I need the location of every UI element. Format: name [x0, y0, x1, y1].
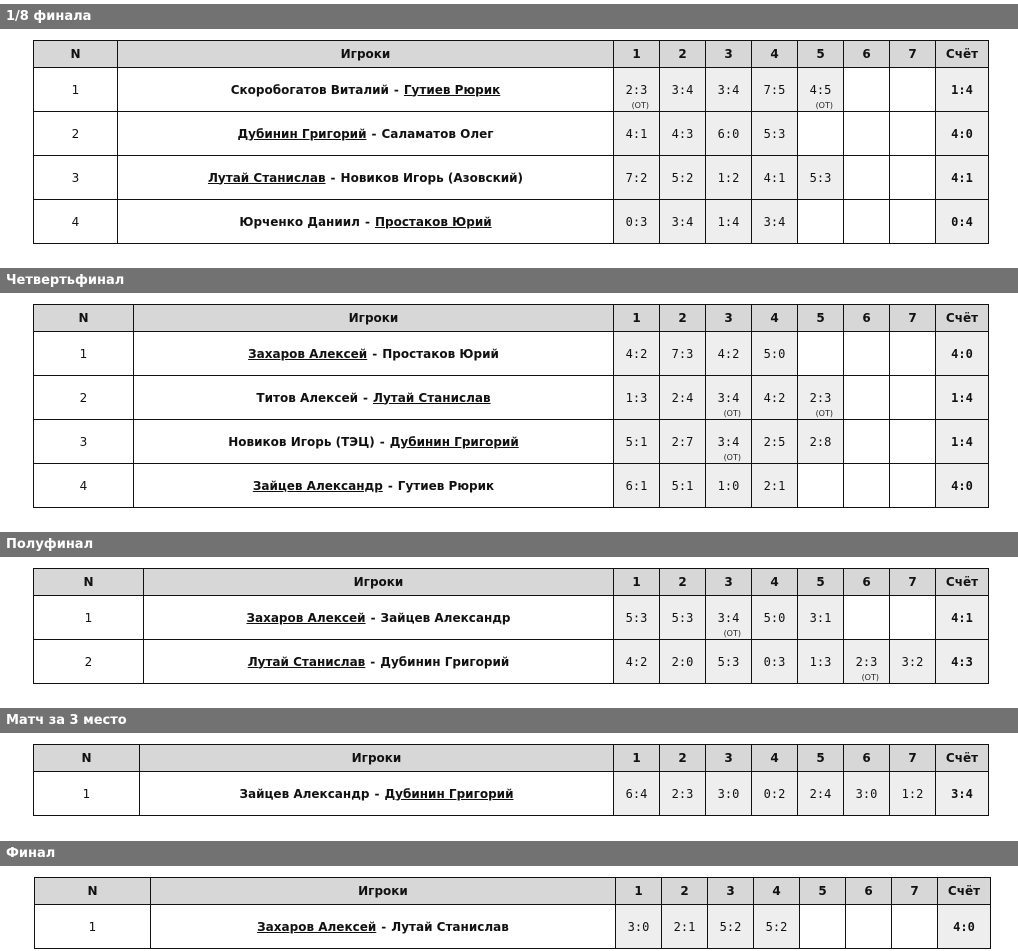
player-name: Саламатов Олег	[381, 126, 494, 141]
set-score	[844, 772, 890, 816]
match-score: 4:3	[936, 640, 989, 684]
set-score	[752, 420, 798, 464]
set-score	[890, 596, 936, 640]
column-header-set: 5	[798, 41, 844, 68]
set-score	[798, 596, 844, 640]
set-score	[614, 376, 660, 420]
column-header-n: N	[34, 745, 140, 772]
column-header-set: 4	[752, 41, 798, 68]
overtime-note: (ОТ)	[723, 629, 741, 638]
set-score	[844, 332, 890, 376]
match-players	[134, 376, 614, 420]
column-header-set: 4	[752, 305, 798, 332]
set-score-value: 3:0	[855, 786, 878, 801]
column-header-set: 2	[660, 745, 706, 772]
set-score-value: 5:3	[625, 610, 648, 625]
match-score: 1:4	[936, 68, 989, 112]
column-header-set: 5	[798, 745, 844, 772]
match-players	[144, 596, 614, 640]
winner-player-link[interactable]: Лутай Станислав	[207, 170, 326, 185]
winner-player-link[interactable]: Захаров Алексей	[246, 610, 366, 625]
set-score-value: 6:1	[625, 478, 648, 493]
set-score-value: 5:1	[671, 478, 694, 493]
winner-player-link[interactable]: Захаров Алексей	[248, 346, 368, 361]
overtime-note: (ОТ)	[815, 409, 833, 418]
set-score	[844, 112, 890, 156]
column-header-set: 2	[660, 305, 706, 332]
set-score	[614, 772, 660, 816]
match-players	[118, 156, 614, 200]
set-score-value: 2:4	[671, 390, 694, 405]
column-header-set: 7	[890, 41, 936, 68]
set-score	[844, 464, 890, 508]
players-separator: -	[370, 654, 376, 669]
overtime-note: (ОТ)	[723, 409, 741, 418]
set-score-value: 6:4	[625, 786, 648, 801]
match-score: 4:1	[936, 596, 989, 640]
set-score-value: 4:2	[625, 654, 648, 669]
column-header-set: 1	[614, 41, 660, 68]
set-score	[706, 156, 752, 200]
set-score-value: 2:3	[671, 786, 694, 801]
table-row	[34, 420, 989, 464]
overtime-note: (ОТ)	[861, 673, 879, 682]
set-score	[660, 420, 706, 464]
match-players	[134, 420, 614, 464]
set-score-value: 2:0	[671, 654, 694, 669]
player-name: Дубинин Григорий	[380, 654, 510, 669]
set-score	[660, 332, 706, 376]
column-header-set: 3	[708, 878, 754, 905]
overtime-note: (ОТ)	[815, 101, 833, 110]
match-number: 4	[34, 464, 134, 508]
set-score	[706, 772, 752, 816]
winner-player-link[interactable]: Простаков Юрий	[374, 214, 492, 229]
column-header-set: 5	[798, 305, 844, 332]
set-score	[614, 156, 660, 200]
set-score	[752, 332, 798, 376]
column-header-set: 1	[614, 305, 660, 332]
set-score-value: 2:5	[763, 434, 786, 449]
set-score	[706, 376, 752, 420]
set-score	[660, 772, 706, 816]
set-score-value: 3:4	[717, 610, 740, 625]
column-header-players: Игроки	[134, 305, 614, 332]
set-score-value: 1:2	[901, 786, 924, 801]
set-score	[614, 200, 660, 244]
match-number: 3	[34, 420, 134, 464]
winner-player-link[interactable]: Захаров Алексей	[257, 919, 377, 934]
match-score: 4:0	[936, 464, 989, 508]
set-score	[798, 376, 844, 420]
set-score-value: 3:4	[717, 434, 740, 449]
player-name: Скоробогатов Виталий	[230, 82, 389, 97]
match-score: 4:0	[938, 905, 991, 949]
table-row	[34, 464, 989, 508]
set-score	[890, 68, 936, 112]
set-score	[844, 200, 890, 244]
column-header-score: Счёт	[936, 745, 989, 772]
set-score-value: 5:0	[763, 346, 786, 361]
match-players	[118, 112, 614, 156]
column-header-set: 3	[706, 569, 752, 596]
set-score	[890, 200, 936, 244]
column-header-set: 4	[752, 569, 798, 596]
column-header-set: 1	[614, 745, 660, 772]
set-score	[706, 200, 752, 244]
set-score-value: 3:4	[717, 82, 740, 97]
set-score-value: 3:0	[717, 786, 740, 801]
match-score: 0:4	[936, 200, 989, 244]
round-header: Четвертьфинал	[0, 268, 1018, 293]
winner-player-link[interactable]: Гутиев Рюрик	[403, 82, 501, 97]
set-score	[890, 332, 936, 376]
round-header: Финал	[0, 841, 1018, 866]
set-score	[844, 376, 890, 420]
set-score	[754, 905, 800, 949]
overtime-note: (ОТ)	[723, 453, 741, 462]
set-score	[614, 332, 660, 376]
set-score-value: 5:1	[625, 434, 648, 449]
column-header-set: 4	[754, 878, 800, 905]
set-score-value: 3:4	[717, 390, 740, 405]
set-score-value: 0:3	[625, 214, 648, 229]
column-header-set: 2	[662, 878, 708, 905]
set-score-value: 3:2	[901, 654, 924, 669]
set-score-value: 0:2	[763, 786, 786, 801]
column-header-set: 1	[616, 878, 662, 905]
set-score-value: 3:0	[627, 919, 650, 934]
set-score-value: 3:4	[671, 82, 694, 97]
column-header-n: N	[34, 305, 134, 332]
set-score	[890, 376, 936, 420]
table-row	[34, 332, 989, 376]
set-score	[706, 640, 752, 684]
match-number: 2	[34, 640, 144, 684]
set-score	[752, 200, 798, 244]
set-score-value: 2:3	[625, 82, 648, 97]
column-header-players: Игроки	[151, 878, 616, 905]
table-row	[34, 68, 989, 112]
match-number: 1	[35, 905, 151, 949]
set-score	[706, 420, 752, 464]
set-score	[752, 772, 798, 816]
set-score	[752, 640, 798, 684]
set-score	[660, 200, 706, 244]
match-players	[118, 68, 614, 112]
set-score	[706, 68, 752, 112]
set-score	[890, 464, 936, 508]
players-separator: -	[330, 170, 336, 185]
column-header-players: Игроки	[144, 569, 614, 596]
set-score	[798, 156, 844, 200]
column-header-set: 3	[706, 745, 752, 772]
players-separator: -	[372, 346, 378, 361]
results-table	[33, 304, 989, 508]
column-header-set: 2	[660, 569, 706, 596]
set-score-value: 2:7	[671, 434, 694, 449]
match-number: 4	[34, 200, 118, 244]
player-name: Новиков Игорь (ТЭЦ)	[228, 434, 375, 449]
match-score: 1:4	[936, 376, 989, 420]
match-number: 1	[34, 68, 118, 112]
column-header-n: N	[34, 569, 144, 596]
set-score-value: 4:5	[809, 82, 832, 97]
match-number: 1	[34, 772, 140, 816]
set-score	[890, 156, 936, 200]
set-score-value: 5:3	[671, 610, 694, 625]
set-score	[752, 112, 798, 156]
set-score-value: 1:3	[625, 390, 648, 405]
set-score-value: 4:3	[671, 126, 694, 141]
players-separator: -	[374, 786, 380, 801]
column-header-set: 1	[614, 569, 660, 596]
match-players	[134, 332, 614, 376]
set-score-value: 5:2	[765, 919, 788, 934]
winner-player-link[interactable]: Зайцев Александр	[252, 478, 383, 493]
match-number: 2	[34, 376, 134, 420]
table-header-row	[34, 305, 989, 332]
table-header-row	[34, 41, 989, 68]
set-score	[890, 420, 936, 464]
column-header-set: 3	[706, 41, 752, 68]
players-separator: -	[381, 919, 387, 934]
set-score	[660, 68, 706, 112]
set-score	[752, 596, 798, 640]
set-score	[890, 112, 936, 156]
table-row	[34, 596, 989, 640]
players-separator: -	[364, 214, 370, 229]
column-header-set: 7	[890, 745, 936, 772]
table-row	[34, 772, 989, 816]
players-separator: -	[393, 82, 399, 97]
table-row	[34, 112, 989, 156]
set-score	[800, 905, 846, 949]
set-score	[892, 905, 938, 949]
player-name: Юрченко Даниил	[239, 214, 360, 229]
set-score	[660, 464, 706, 508]
set-score-value: 4:2	[717, 346, 740, 361]
column-header-set: 7	[890, 569, 936, 596]
player-name: Зайцев Александр	[239, 786, 370, 801]
table-row	[34, 640, 989, 684]
table-header-row	[34, 569, 989, 596]
set-score-value: 5:3	[809, 170, 832, 185]
match-number: 1	[34, 596, 144, 640]
table-row	[34, 200, 989, 244]
player-name: Зайцев Александр	[380, 610, 511, 625]
players-separator: -	[370, 610, 376, 625]
set-score-value: 7:3	[671, 346, 694, 361]
set-score	[616, 905, 662, 949]
set-score-value: 3:4	[763, 214, 786, 229]
set-score-value: 1:4	[717, 214, 740, 229]
set-score	[614, 640, 660, 684]
set-score	[798, 464, 844, 508]
match-score: 4:0	[936, 332, 989, 376]
player-name: Простаков Юрий	[382, 346, 499, 361]
set-score	[844, 68, 890, 112]
set-score	[706, 332, 752, 376]
set-score	[708, 905, 754, 949]
players-separator: -	[371, 126, 377, 141]
set-score	[752, 156, 798, 200]
players-separator: -	[379, 434, 385, 449]
set-score	[660, 156, 706, 200]
set-score	[798, 772, 844, 816]
column-header-set: 6	[844, 305, 890, 332]
column-header-n: N	[35, 878, 151, 905]
table-row	[34, 156, 989, 200]
match-score: 4:1	[936, 156, 989, 200]
set-score	[752, 376, 798, 420]
set-score-value: 5:2	[719, 919, 742, 934]
set-score-value: 2:8	[809, 434, 832, 449]
match-score: 4:0	[936, 112, 989, 156]
set-score	[844, 640, 890, 684]
column-header-set: 6	[844, 569, 890, 596]
player-name: Лутай Станислав	[391, 919, 509, 934]
winner-player-link[interactable]: Дубинин Григорий	[389, 434, 519, 449]
set-score	[660, 640, 706, 684]
set-score	[890, 772, 936, 816]
set-score	[706, 596, 752, 640]
set-score-value: 2:3	[809, 390, 832, 405]
column-header-set: 5	[798, 569, 844, 596]
match-score: 1:4	[936, 420, 989, 464]
set-score-value: 2:1	[673, 919, 696, 934]
set-score-value: 1:3	[809, 654, 832, 669]
results-table	[33, 40, 989, 244]
column-header-set: 3	[706, 305, 752, 332]
column-header-score: Счёт	[936, 569, 989, 596]
column-header-score: Счёт	[936, 305, 989, 332]
column-header-players: Игроки	[118, 41, 614, 68]
column-header-n: N	[34, 41, 118, 68]
set-score	[752, 464, 798, 508]
set-score	[890, 640, 936, 684]
player-name: Гутиев Рюрик	[397, 478, 495, 493]
table-header-row	[34, 745, 989, 772]
set-score	[614, 464, 660, 508]
table-row	[35, 905, 991, 949]
players-separator: -	[363, 390, 368, 405]
column-header-set: 2	[660, 41, 706, 68]
set-score	[614, 112, 660, 156]
set-score-value: 7:2	[625, 170, 648, 185]
set-score	[798, 420, 844, 464]
round-header: Матч за 3 место	[0, 708, 1018, 733]
set-score	[798, 112, 844, 156]
winner-player-link[interactable]: Лутай Станислав	[372, 390, 491, 405]
results-table	[33, 568, 989, 684]
set-score-value: 7:5	[763, 82, 786, 97]
match-players	[144, 640, 614, 684]
column-header-set: 6	[846, 878, 892, 905]
winner-player-link[interactable]: Лутай Станислав	[247, 654, 366, 669]
column-header-set: 5	[800, 878, 846, 905]
match-players	[151, 905, 616, 949]
set-score-value: 1:0	[717, 478, 740, 493]
set-score-value: 2:3	[855, 654, 878, 669]
column-header-score: Счёт	[936, 41, 989, 68]
set-score	[844, 156, 890, 200]
results-table	[33, 744, 989, 816]
set-score	[614, 596, 660, 640]
set-score-value: 4:2	[763, 390, 786, 405]
set-score-value: 0:3	[763, 654, 786, 669]
match-score: 3:4	[936, 772, 989, 816]
round-header: 1/8 финала	[0, 4, 1018, 29]
column-header-set: 6	[844, 745, 890, 772]
set-score-value: 2:4	[809, 786, 832, 801]
match-players	[134, 464, 614, 508]
column-header-set: 4	[752, 745, 798, 772]
set-score	[662, 905, 708, 949]
winner-player-link[interactable]: Дубинин Григорий	[384, 786, 514, 801]
match-number: 3	[34, 156, 118, 200]
column-header-set: 7	[892, 878, 938, 905]
players-separator: -	[387, 478, 393, 493]
set-score	[660, 112, 706, 156]
set-score-value: 6:0	[717, 126, 740, 141]
set-score	[706, 112, 752, 156]
set-score	[846, 905, 892, 949]
set-score	[614, 420, 660, 464]
set-score-value: 2:1	[763, 478, 786, 493]
set-score-value: 5:3	[717, 654, 740, 669]
winner-player-link[interactable]: Дубинин Григорий	[237, 126, 367, 141]
set-score-value: 4:1	[625, 126, 648, 141]
set-score	[660, 596, 706, 640]
match-number: 1	[34, 332, 134, 376]
player-name: Новиков Игорь (Азовский)	[340, 170, 524, 185]
column-header-score: Счёт	[938, 878, 991, 905]
set-score	[844, 420, 890, 464]
set-score	[798, 200, 844, 244]
player-name: Титов Алексей	[256, 390, 358, 405]
set-score	[660, 376, 706, 420]
results-table	[34, 877, 991, 949]
round-header: Полуфинал	[0, 532, 1018, 557]
set-score	[798, 332, 844, 376]
set-score	[752, 68, 798, 112]
set-score	[798, 68, 844, 112]
match-number: 2	[34, 112, 118, 156]
set-score-value: 5:3	[763, 126, 786, 141]
set-score-value: 4:2	[625, 346, 648, 361]
table-header-row	[35, 878, 991, 905]
column-header-set: 6	[844, 41, 890, 68]
column-header-players: Игроки	[140, 745, 614, 772]
table-row	[34, 376, 989, 420]
set-score-value: 5:2	[671, 170, 694, 185]
column-header-set: 7	[890, 305, 936, 332]
set-score	[614, 68, 660, 112]
set-score-value: 3:1	[809, 610, 832, 625]
set-score	[706, 464, 752, 508]
set-score-value: 1:2	[717, 170, 740, 185]
set-score	[844, 596, 890, 640]
set-score	[798, 640, 844, 684]
set-score-value: 4:1	[763, 170, 786, 185]
set-score-value: 3:4	[671, 214, 694, 229]
match-players	[140, 772, 614, 816]
match-players	[118, 200, 614, 244]
overtime-note: (ОТ)	[631, 101, 649, 110]
set-score-value: 5:0	[763, 610, 786, 625]
